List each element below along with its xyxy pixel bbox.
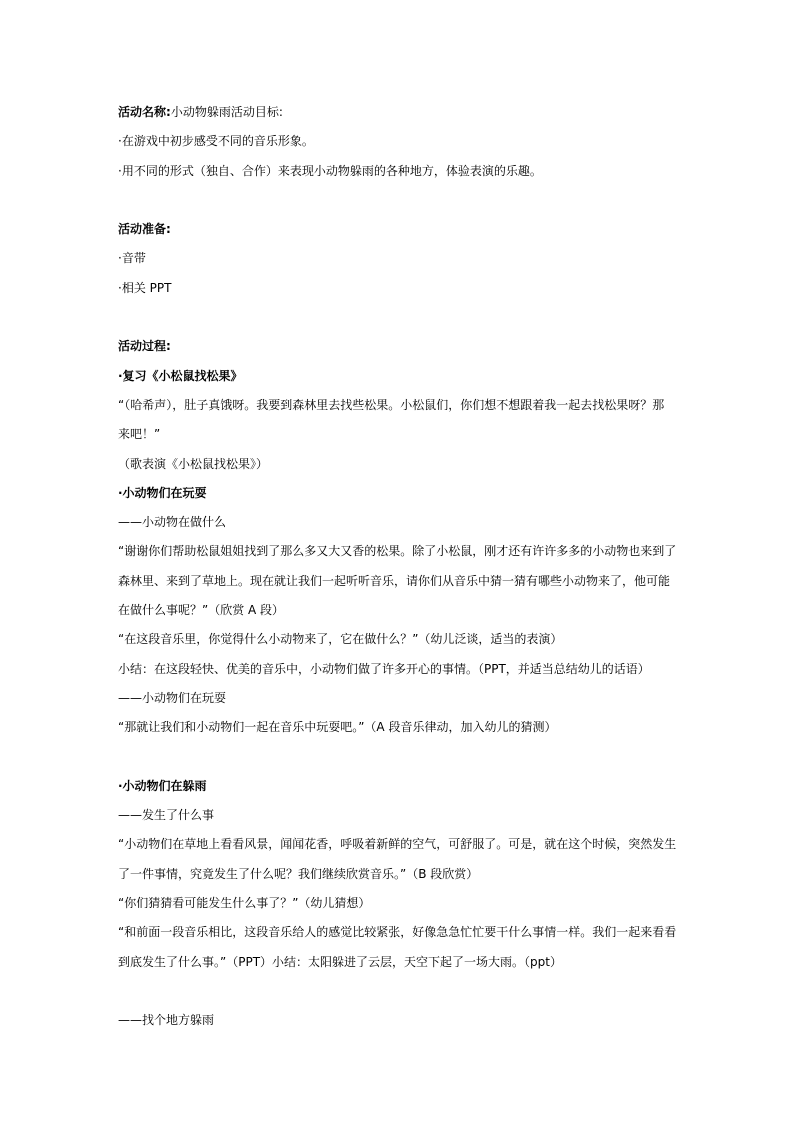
spacer (118, 977, 684, 1006)
goal-item-1: ·在游戏中初步感受不同的音乐形象。 (118, 134, 314, 149)
rain-subheading-1: ——发生了什么事 (118, 808, 215, 823)
spacer (118, 303, 684, 332)
play-line-1a: “谢谢你们帮助松鼠姐姐找到了那么多又大又香的松果。除了小松鼠，刚才还有许许多多的小动物也来到了 (118, 544, 677, 559)
prep-heading: 活动准备: (118, 222, 171, 237)
review-heading: ·复习《小松鼠找松果》 (118, 368, 243, 383)
activity-name-label: 活动名称: (118, 105, 171, 119)
play-line-3: 小结：在这段轻快、优美的音乐中，小动物们做了许多开心的事情。（PPT，并适当总结幼儿的话语） (118, 661, 650, 676)
rain-line-1a: “小动物们在草地上看看风景，闻闻花香，呼吸着新鲜的空气，可舒服了。可是，就在这个时候，突然发生 (118, 837, 677, 852)
activity-name-value: 小动物躲雨活动目标: (170, 105, 283, 119)
play-subheading-1: ——小动物在做什么 (118, 515, 227, 530)
process-heading: 活动过程: (118, 339, 171, 354)
rain-subheading-2: ——找个地方躲雨 (118, 1013, 215, 1028)
document-page (118, 98, 684, 1036)
review-line-2: 来吧！” (118, 427, 161, 442)
review-line-3: （歌表演《小松鼠找松果》） (118, 456, 269, 471)
spacer (118, 186, 684, 215)
rain-line-3a: “和前面一段音乐相比，这段音乐给人的感觉比较紧张，好像急急忙忙要干什么事情一样。我们一起来看看 (118, 925, 677, 940)
rain-line-3b: 到底发生了什么事。”（PPT）小结：太阳躲进了云层，天空下起了一场大雨。（ppt） (118, 954, 562, 969)
spacer (118, 743, 684, 772)
play-line-4: “那就让我们和小动物们一起在音乐中玩耍吧。”（A 段音乐律动，加入幼儿的猜测） (118, 720, 557, 735)
rain-line-2: “你们猜猜看可能发生什么事了？”（幼儿猜想） (118, 896, 371, 911)
goal-item-2: ·用不同的形式（独自、合作）来表现小动物躲雨的各种地方，体验表演的乐趣。 (118, 163, 542, 178)
activity-name-line (118, 98, 684, 127)
prep-item-2: ·相关 PPT (118, 280, 172, 295)
play-subheading-2: ——小动物们在玩耍 (118, 690, 227, 705)
review-line-1: “（哈希声），肚子真饿呀。我要到森林里去找些松果。小松鼠们，你们想不想跟着我一起去找松果呀？那 (118, 397, 665, 412)
rain-heading: ·小动物们在躲雨 (118, 778, 207, 793)
prep-item-1: ·音带 (118, 251, 146, 266)
play-line-1b: 森林里、来到了草地上。现在就让我们一起听听音乐，请你们从音乐中猜一猜有哪些小动物来了，他可能 (118, 573, 671, 588)
play-line-1c: 在做什么事呢？”（欣赏 A 段） (118, 603, 285, 618)
play-heading: ·小动物们在玩耍 (118, 485, 207, 500)
play-line-2: “在这段音乐里，你觉得什么小动物来了，它在做什么？”（幼儿泛谈，适当的表演） (118, 632, 563, 647)
rain-line-1b: 了一件事情，究竟发生了什么呢？我们继续欣赏音乐。”（B 段欣赏） (118, 866, 479, 881)
